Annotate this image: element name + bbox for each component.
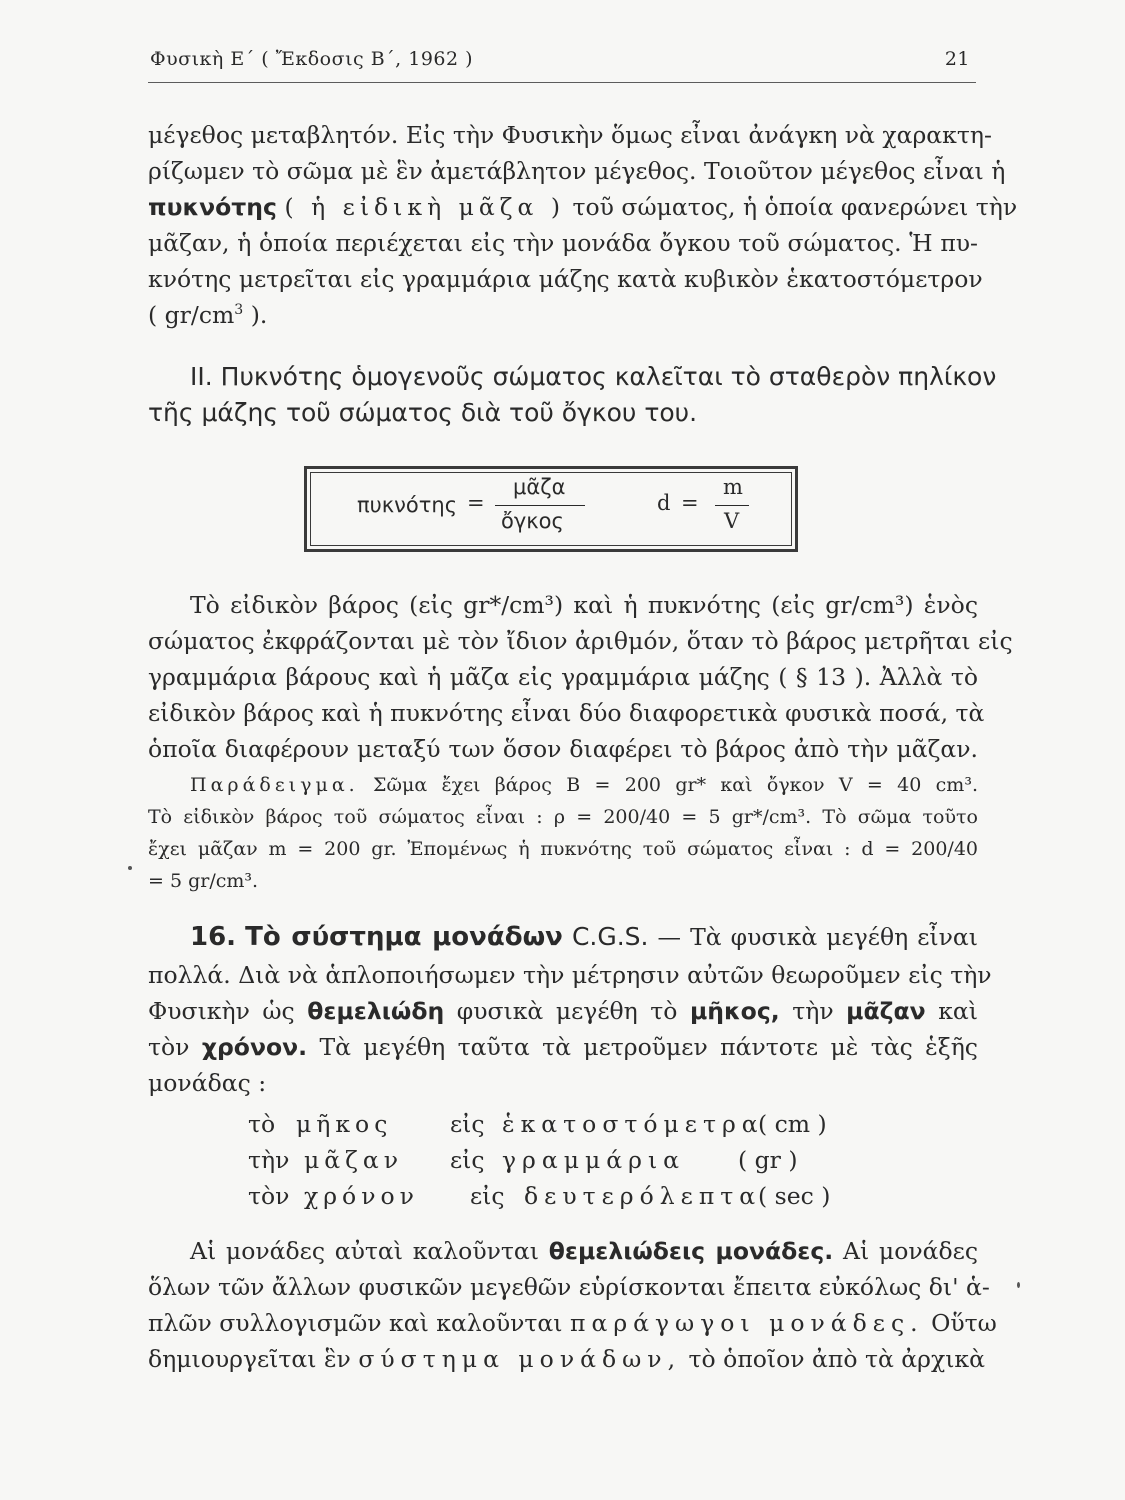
definition-line: τῆς μάζης τοῦ σώματος διὰ τοῦ ὄγκου του. bbox=[148, 398, 698, 427]
term-time: χρόνον. bbox=[201, 1033, 308, 1061]
text-span: Αἱ μονάδες αὐταὶ καλοῦνται bbox=[190, 1237, 539, 1265]
unit-symbol: ( gr ) bbox=[738, 1146, 798, 1174]
text-line: εἰδικὸν βάρος καὶ ἡ πυκνότης εἶναι δύο διαφορετικὰ φυσικὰ ποσά, τὰ bbox=[148, 699, 985, 727]
text-line: μέγεθος μεταβλητόν. Εἰς τὴν Φυσικὴν ὅμως εἶναι ἀνάγκη νὰ χαρακτη- bbox=[148, 121, 992, 149]
unit-name: ἑκατοστόμετρα bbox=[502, 1110, 764, 1138]
text-span: πλῶν συλλογισμῶν καὶ καλοῦνται bbox=[148, 1309, 563, 1337]
text-line: πολλά. Διὰ νὰ ἁπλοποιήσωμεν τὴν μέτρησιν αὐτῶν θεωροῦμεν εἰς τὴν bbox=[148, 961, 992, 989]
unit-eis: εἰς bbox=[450, 1110, 485, 1138]
unit-quantity: μῆκος bbox=[296, 1110, 393, 1138]
formula-equals: = bbox=[681, 491, 699, 515]
fraction-bar bbox=[495, 505, 585, 506]
unit-article: τὸν bbox=[248, 1182, 290, 1210]
formula-numerator-word: μᾶζα bbox=[513, 475, 566, 499]
text-line bbox=[148, 996, 978, 1026]
text-span: Φυσικὴν ὡς bbox=[148, 997, 295, 1025]
unit-eis: εἰς bbox=[470, 1182, 505, 1210]
term-length: μῆκος, bbox=[689, 997, 780, 1025]
text-line: ὅλων τῶν ἄλλων φυσικῶν μεγεθῶν εὑρίσκονται ἔπειτα εὐκόλως δι' ἁ- bbox=[148, 1273, 990, 1301]
unit-symbol: ( cm ) bbox=[758, 1110, 827, 1138]
text-line: μονάδας : bbox=[148, 1069, 267, 1097]
text-span: Αἱ μονάδες bbox=[842, 1237, 978, 1265]
section-heading-cgs: C.G.S. bbox=[571, 922, 649, 951]
text-line: γραμμάρια βάρους καὶ ἡ μᾶζα εἰς γραμμάρια μάζης ( § 13 ). Ἀλλὰ τὸ bbox=[148, 663, 978, 691]
section-heading-line bbox=[190, 922, 978, 952]
text-line bbox=[148, 1032, 978, 1062]
unit-symbol: ( sec ) bbox=[758, 1182, 831, 1210]
fraction-bar bbox=[715, 505, 749, 506]
text-span: Τὰ μεγέθη ταῦτα τὰ μετροῦμεν πάντοτε μὲ τὰς ἑξῆς bbox=[319, 1033, 978, 1061]
unit-eis: εἰς bbox=[450, 1146, 485, 1174]
header-rule bbox=[148, 82, 976, 83]
text-span: Σῶμα ἔχει βάρος Β = 200 gr* καὶ ὄγκον V = 40 cm³. bbox=[373, 774, 978, 796]
text-line: κνότης μετρεῖται εἰς γραμμάρια μάζης κατὰ κυβικὸν ἑκατοστόμετρον bbox=[148, 265, 983, 293]
text-line: ρίζωμεν τὸ σῶμα μὲ ἓν ἀμετάβλητον μέγεθος. Τοιοῦτον μέγεθος εἶναι ἡ bbox=[148, 157, 1006, 185]
section-number: 16. bbox=[190, 922, 237, 952]
text-span: τὴν bbox=[792, 997, 834, 1025]
text-span: Οὕτω bbox=[931, 1309, 997, 1337]
term-density: πυκνότης bbox=[148, 193, 277, 221]
page-number: 21 bbox=[944, 48, 970, 70]
superscript: 3 bbox=[234, 302, 244, 319]
scan-speck bbox=[1017, 1282, 1020, 1288]
running-header bbox=[150, 44, 970, 78]
unit-name: δευτερόλεπτα bbox=[524, 1182, 762, 1210]
text-span: τὸ ὁποῖον ἀπὸ τὰ ἀρχικὰ bbox=[688, 1345, 985, 1373]
text-line bbox=[148, 1344, 985, 1374]
text-span: δημιουργεῖται ἓν bbox=[148, 1345, 351, 1373]
formula-denominator-word: ὄγκος bbox=[501, 509, 564, 533]
formula-denominator-symbol: V bbox=[724, 509, 740, 533]
text-span: τοῦ σώματος, ἡ ὁποία φανερώνει τὴν bbox=[572, 193, 1018, 221]
section-heading: Τὸ σύστημα μονάδων bbox=[245, 922, 563, 952]
text-span: ). bbox=[243, 301, 268, 329]
text-line: ἔχει μᾶζαν m = 200 gr. Ἐπομένως ἡ πυκνότης τοῦ σώματος εἶναι : d = 200/40 bbox=[148, 838, 978, 860]
text-span: καὶ bbox=[938, 997, 978, 1025]
spaced-phrase: ( ἡ εἰδικὴ μᾶζα ) bbox=[284, 193, 566, 221]
term-fundamental-units: θεμελιώδεις μονάδες. bbox=[548, 1237, 834, 1265]
unit-name: γραμμάρια bbox=[502, 1146, 686, 1174]
book-title: Φυσικὴ Ε΄ ( Ἔκδοσις Β΄, 1962 ) bbox=[150, 48, 474, 70]
spaced-phrase: σύστημα μονάδων, bbox=[358, 1345, 682, 1373]
text-span: ( gr/cm bbox=[148, 301, 235, 329]
text-line bbox=[190, 1236, 978, 1266]
text-line: Τὸ εἰδικὸν βάρος (εἰς gr*/cm³) καὶ ἡ πυκνότης (εἰς gr/cm³) ἑνὸς bbox=[190, 591, 978, 619]
text-line bbox=[148, 300, 978, 330]
term-mass: μᾶζαν bbox=[846, 997, 926, 1025]
formula-box bbox=[304, 466, 798, 552]
unit-article: τὸ bbox=[248, 1110, 276, 1138]
text-line: ὁποῖα διαφέρουν μεταξύ των ὅσον διαφέρει τὸ βάρος ἀπὸ τὴν μᾶζαν. bbox=[148, 735, 978, 763]
formula-equals: = bbox=[467, 491, 485, 515]
example-label: Παράδειγμα. bbox=[190, 774, 359, 796]
unit-article: τὴν bbox=[248, 1146, 290, 1174]
scan-speck bbox=[128, 866, 132, 870]
formula-lhs-word: πυκνότης bbox=[357, 493, 458, 517]
unit-quantity: μᾶζαν bbox=[304, 1146, 404, 1174]
text-span: τὸν bbox=[148, 1033, 190, 1061]
definition-line: II. Πυκνότης ὁμογενοῦς σώματος καλεῖται τὸ σταθερὸν πηλίκον bbox=[190, 362, 997, 391]
formula-lhs-symbol: d bbox=[657, 491, 671, 515]
text-line: Τὸ εἰδικὸν βάρος τοῦ σώματος εἶναι : ρ = 200/40 = 5 gr*/cm³. Τὸ σῶμα τοῦτο bbox=[148, 806, 978, 828]
text-line: σώματος ἐκφράζονται μὲ τὸν ἴδιον ἀριθμόν, ὅταν τὸ βάρος μετρῆται εἰς bbox=[148, 627, 1013, 655]
text-line bbox=[190, 772, 978, 798]
unit-quantity: χρόνον bbox=[304, 1182, 419, 1210]
text-line bbox=[148, 192, 1018, 222]
text-span: — Τὰ φυσικὰ μεγέθη εἶναι bbox=[657, 923, 978, 951]
term-fundamental: θεμελιώδη bbox=[307, 997, 445, 1025]
spaced-phrase: παράγωγοι μονάδες. bbox=[570, 1309, 924, 1337]
text-span: φυσικὰ μεγέθη τὸ bbox=[456, 997, 678, 1025]
text-line: = 5 gr/cm³. bbox=[148, 870, 259, 892]
formula-numerator-symbol: m bbox=[723, 475, 743, 499]
text-line: μᾶζαν, ἡ ὁποία περιέχεται εἰς τὴν μονάδα ὄγκου τοῦ σώματος. Ἡ πυ- bbox=[148, 229, 978, 257]
text-line bbox=[148, 1308, 997, 1338]
